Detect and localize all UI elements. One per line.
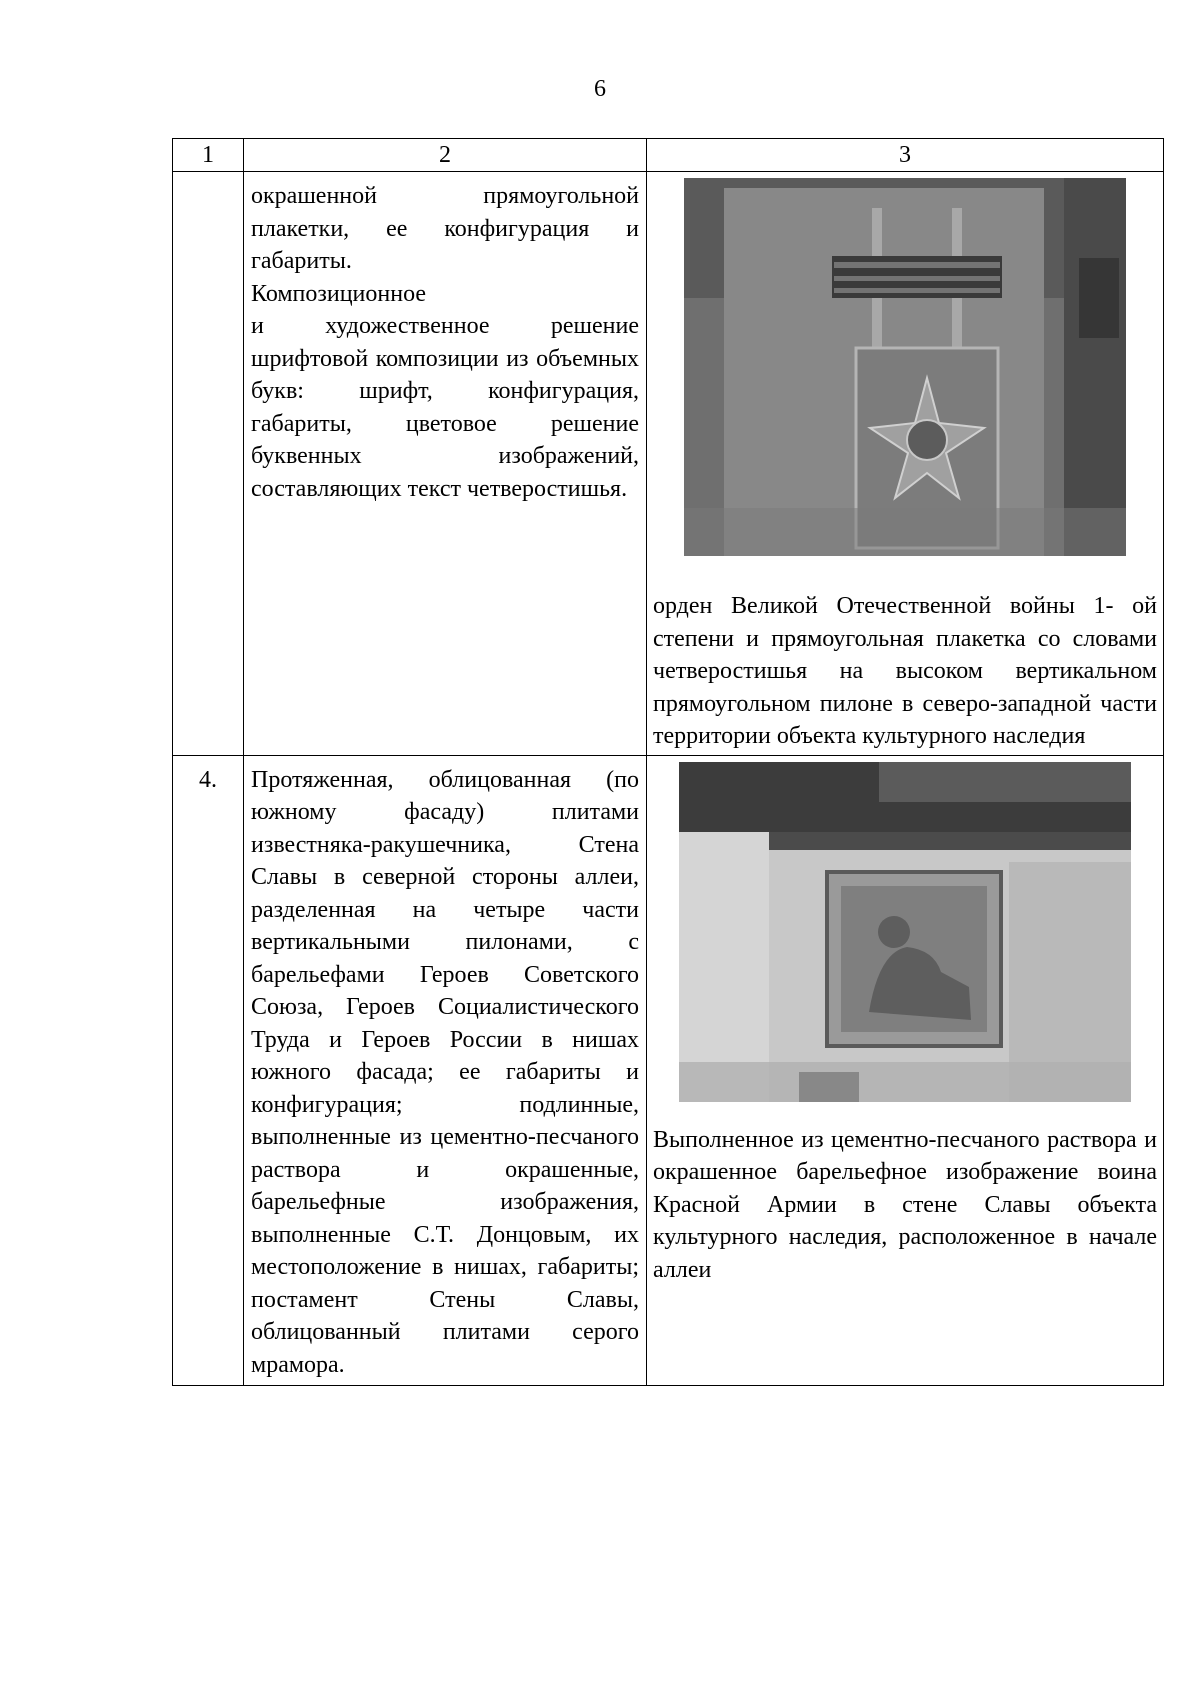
photo-caption: орден Великой Отечественной войны 1- ой степени и прямоугольная плакетка со словами четверостишья на высоком вертикальном прямоугольном пилоне в северо-западной части территории объекта культурного наследия (653, 593, 1157, 749)
row-number (173, 172, 243, 180)
description-paragraph: Композиционное (251, 280, 427, 307)
description-cell (244, 755, 647, 1386)
row-number: 4. (199, 766, 217, 793)
photo-cell (647, 172, 1164, 756)
description-text (244, 756, 646, 1386)
header-col-1: 1 (173, 139, 244, 172)
row-number-cell (173, 172, 244, 756)
photo-cell (647, 755, 1164, 1386)
description-paragraph: Протяженная, облицованная (по южному фасаду) плитами известняка-ракушечника, Стена Славы в северной стороны аллеи, разделенная на четыре части вертикальными пилонами, с барельефами Героев Советского Союза, Героев Социалистического Труда и Героев России в нишах южного фасада; ее габариты и конфигурация; подлинные, выполненные из цементно-песчаного раствора и окрашенные, барельефные изображения, выполненные С.Т. Донцовым, их местоположение в нишах, габариты; постамент Стены Славы, облицованный плитами серого мрамора. (251, 766, 639, 1378)
table-header-row (173, 139, 1164, 172)
description-text (244, 172, 646, 509)
description-paragraph: и художественное решение шрифтовой композиции из объемных букв: шрифт, конфигурация, габариты, цветовое решение буквенных изображений, составляющих текст четверостишья. (251, 313, 639, 502)
page-number: 6 (594, 76, 606, 102)
table-row (173, 755, 1164, 1386)
table-row (173, 172, 1164, 756)
wall-of-glory-photo (679, 762, 1131, 1102)
document-table (172, 138, 1164, 1386)
header-col-2: 2 (244, 139, 647, 172)
description-cell (244, 172, 647, 756)
row-number-cell (173, 755, 244, 1386)
pylon-order-photo (684, 178, 1126, 556)
header-col-3: 3 (647, 139, 1164, 172)
photo-caption: Выполненное из цементно-песчаного раствора и окрашенное барельефное изображение воина Красной Армии в стене Славы объекта культурного наследия, расположенное в начале аллеи (653, 1126, 1157, 1283)
description-paragraph: окрашенной прямоугольной плакетки, ее конфигурация и габариты. (251, 183, 639, 274)
